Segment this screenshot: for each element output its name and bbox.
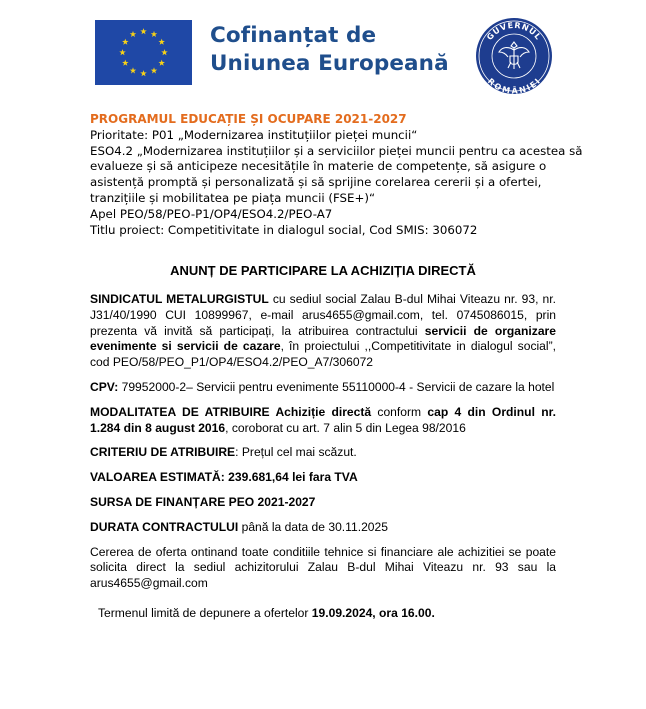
project-reference: , în proiectului ,,Competitivitate in dialogul social”, cod PEO/58/PEO_P1/OP4/ESO4.2/PEO_A7/306072 bbox=[90, 339, 556, 370]
award-method-paragraph bbox=[90, 405, 556, 437]
organization-paragraph bbox=[90, 292, 556, 371]
eu-star-icon bbox=[158, 60, 164, 66]
services-title: servicii de organizare evenimente si servicii de cazare bbox=[90, 323, 556, 354]
announcement-body bbox=[90, 262, 556, 631]
criterion-value: : Prețul cel mai scăzut. bbox=[235, 445, 357, 460]
duration-value: până la data de 30.11.2025 bbox=[238, 519, 388, 534]
organization-name: SINDICATUL METALURGISTUL bbox=[90, 292, 269, 306]
eu-star-icon bbox=[130, 67, 136, 73]
eu-star-icon bbox=[122, 60, 128, 66]
eu-star-icon bbox=[151, 31, 157, 37]
award-method-law: cap 4 din Ordinul nr. 1.284 din 8 august 2016 bbox=[90, 404, 556, 435]
estimated-value-label: VALOAREA ESTIMATĂ bbox=[90, 470, 221, 485]
organization-details: cu sediul social Zalau B-dul Mihai Viteazu nr. 93, nr. J31/40/1990 CUI 10899967, e-mail arus4655@gmail.com, tel. 0745086015, prin prezenta vă invită să participați, la atribuirea contractului bbox=[90, 292, 556, 338]
criterion-paragraph bbox=[90, 445, 556, 461]
eu-star-icon bbox=[161, 49, 167, 55]
duration-label: DURATA CONTRACTULUI bbox=[90, 519, 239, 534]
cpv-label: CPV: bbox=[90, 379, 119, 394]
funding-source: SURSA DE FINANȚARE PEO 2021-2027 bbox=[90, 494, 316, 509]
priority-line: Prioritate: P01 „Modernizarea instituțiilor pieței muncii“ bbox=[90, 127, 418, 142]
deadline-text: Termenul limită de depunere a ofertelor bbox=[98, 605, 312, 620]
apel-line: Apel PEO/58/PEO-P1/OP4/ESO4.2/PEO-A7 bbox=[90, 206, 333, 221]
eu-stars-icon bbox=[95, 20, 192, 85]
eu-star-icon bbox=[140, 70, 146, 76]
estimated-value: : 239.681,64 lei fara TVA bbox=[220, 470, 358, 485]
duration-paragraph bbox=[90, 520, 556, 536]
criterion-label: CRITERIU DE ATRIBUIRE bbox=[90, 445, 236, 460]
eu-star-icon bbox=[122, 39, 128, 45]
deadline-date: 19.09.2024, ora 16.00. bbox=[311, 605, 435, 620]
seal-bottom-text: ROMÂNIEI bbox=[485, 76, 543, 96]
eu-star-icon bbox=[119, 49, 125, 55]
award-method-reference: , coroborat cu art. 7 alin 5 din Legea 98/2016 bbox=[225, 420, 466, 435]
deadline-paragraph bbox=[90, 606, 556, 622]
cpv-paragraph bbox=[90, 380, 556, 396]
project-title-line: Titlu proiect: Competitivitate in dialogul social, Cod SMIS: 306072 bbox=[90, 222, 478, 237]
seal-top-text: GUVERNUL bbox=[485, 20, 544, 42]
eu-star-icon bbox=[130, 31, 136, 37]
program-title: PROGRAMUL EDUCAȚIE ȘI OCUPARE 2021-2027 bbox=[90, 112, 407, 126]
program-info bbox=[90, 112, 590, 238]
announcement-heading: ANUNȚ DE PARTICIPARE LA ACHIZIȚIA DIRECTĂ bbox=[170, 263, 476, 278]
eu-star-icon bbox=[151, 67, 157, 73]
request-paragraph: Cererea de oferta ontinand toate conditiile tehnice si financiare ale achizitiei se poate solicita direct la sediul achizitorului Zalau B-dul Mihai Viteazu nr. 93 sau la arus4655@gmail.com bbox=[90, 544, 556, 591]
eu-star-icon bbox=[158, 39, 164, 45]
award-method-label: MODALITATEA DE ATRIBUIRE Achiziție directă bbox=[90, 404, 372, 419]
eso-text: ESO4.2 „Modernizarea instituțiilor și a serviciilor pieței muncii pentru ca acestea să evalueze și să anticipeze necesitățile în materie de competențe, să asigure o asistență promptă și personalizată și să sprijine corelarea cererii și a ofertei, tranzițiile și mobilitatea pe piața muncii (FSE+)“ bbox=[90, 143, 583, 205]
guvernul-romaniei-seal-icon bbox=[474, 16, 554, 96]
cofinantat-line1: Cofinanțat de bbox=[210, 23, 377, 48]
eu-star-icon bbox=[140, 28, 146, 34]
estimated-value-paragraph bbox=[90, 470, 556, 486]
award-method-text: conform bbox=[371, 404, 428, 419]
cofinantat-logo-text bbox=[210, 22, 449, 78]
cofinantat-line2: Uniunea Europeană bbox=[210, 51, 449, 76]
cpv-codes: 79952000-2– Servicii pentru evenimente 55110000-4 - Servicii de cazare la hotel bbox=[118, 379, 555, 394]
eu-flag-logo bbox=[95, 20, 192, 85]
funding-source-paragraph bbox=[90, 495, 556, 511]
